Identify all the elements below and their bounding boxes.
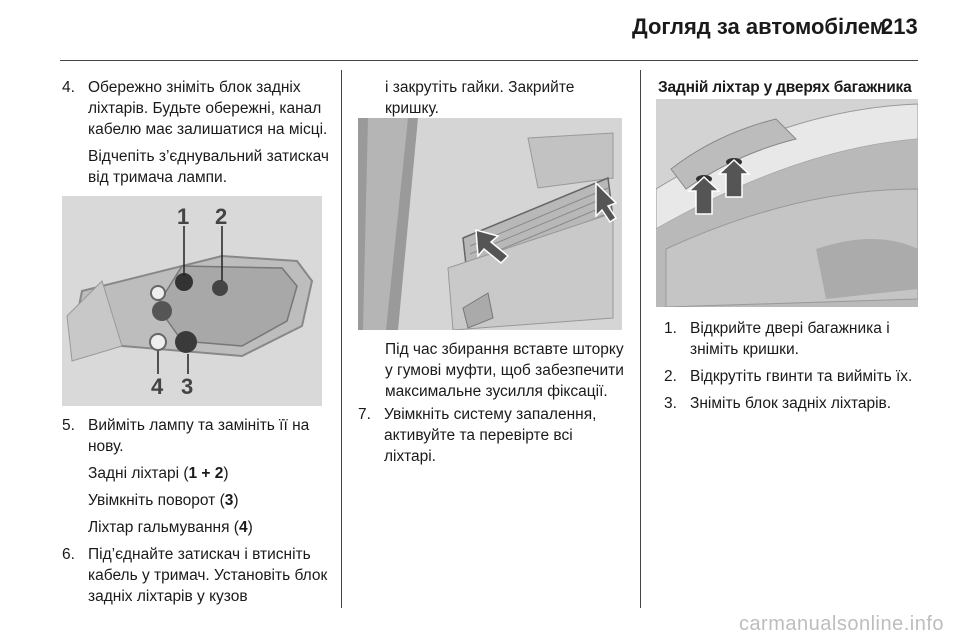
step-text: Відкрутіть гвинти та вийміть їх.: [690, 368, 913, 385]
tailgate-step-2: [664, 366, 926, 387]
watermark: carmanualsonline.info: [738, 613, 944, 635]
step-number: 6.: [62, 546, 75, 563]
column-divider-1: [341, 70, 342, 608]
tailgate-light-figure: [656, 99, 918, 307]
callout-3: 3: [181, 374, 194, 399]
section-heading: Задній ліхтар у дверях багажника: [658, 79, 912, 96]
tailgate-illustration: [656, 99, 918, 307]
tailgate-step-1: [664, 318, 926, 360]
step-text: Під’єднайте затискач і втисніть кабель у тримач. Установіть блок задніх ліхтарів у кузов: [88, 546, 328, 605]
trunk-cover-illustration: [358, 118, 622, 330]
column-2-bottom: [358, 404, 626, 473]
step-number: 7.: [358, 406, 371, 423]
tail-lights-line: Задні ліхтарі (1 + 2): [88, 465, 229, 482]
header-divider: [60, 60, 918, 61]
column-1-bottom: [62, 415, 330, 613]
tailgate-step-3: [664, 393, 926, 414]
step-number: 5.: [62, 417, 75, 434]
column-2-continuation: і закрутіть гайки. Закрийте кришку.: [385, 79, 575, 117]
taillight-illustration: [62, 196, 322, 406]
step-text: Відчепіть з’єднувальний затискач від тримача лампи.: [88, 148, 330, 186]
step-number: 2.: [664, 368, 677, 385]
step-4: [62, 77, 330, 188]
callout-2: 2: [215, 204, 228, 229]
step-6: [62, 544, 330, 607]
column-1-top: [62, 77, 330, 194]
step-number: 1.: [664, 320, 677, 337]
step-text: Увімкніть систему запалення, активуйте та перевірте всі ліхтарі.: [384, 406, 597, 465]
step-number: 3.: [664, 395, 677, 412]
turn-signal-line: Увімкніть поворот (3): [88, 492, 239, 509]
step-text: Вийміть лампу та замініть її на нову.: [88, 417, 310, 455]
taillight-bulb-figure: [62, 196, 322, 406]
brake-light-line: Ліхтар гальмування (4): [88, 519, 253, 536]
column-3-steps: [664, 318, 926, 420]
column-divider-2: [640, 70, 641, 608]
page-title: Догляд за автомобілем: [632, 14, 887, 39]
step-7: [358, 404, 626, 467]
step-text: Обережно зніміть блок задніх ліхтарів. Будьте обережні, канал кабелю має залишатися на місці.: [88, 79, 328, 138]
step-text: Зніміть блок задніх ліхтарів.: [690, 395, 892, 412]
trunk-cover-figure: [358, 118, 622, 330]
step-number: 4.: [62, 79, 75, 96]
callout-1: 1: [177, 204, 190, 229]
callout-4: 4: [151, 374, 164, 399]
step-5: [62, 415, 330, 538]
step-text: Відкрийте двері багажника і зніміть кришки.: [690, 320, 890, 358]
figure-caption: Під час збирання вставте шторку у гумові муфти, щоб забезпечити максимальне зусилля фіксації.: [385, 341, 624, 400]
page-number: 213: [881, 14, 918, 39]
